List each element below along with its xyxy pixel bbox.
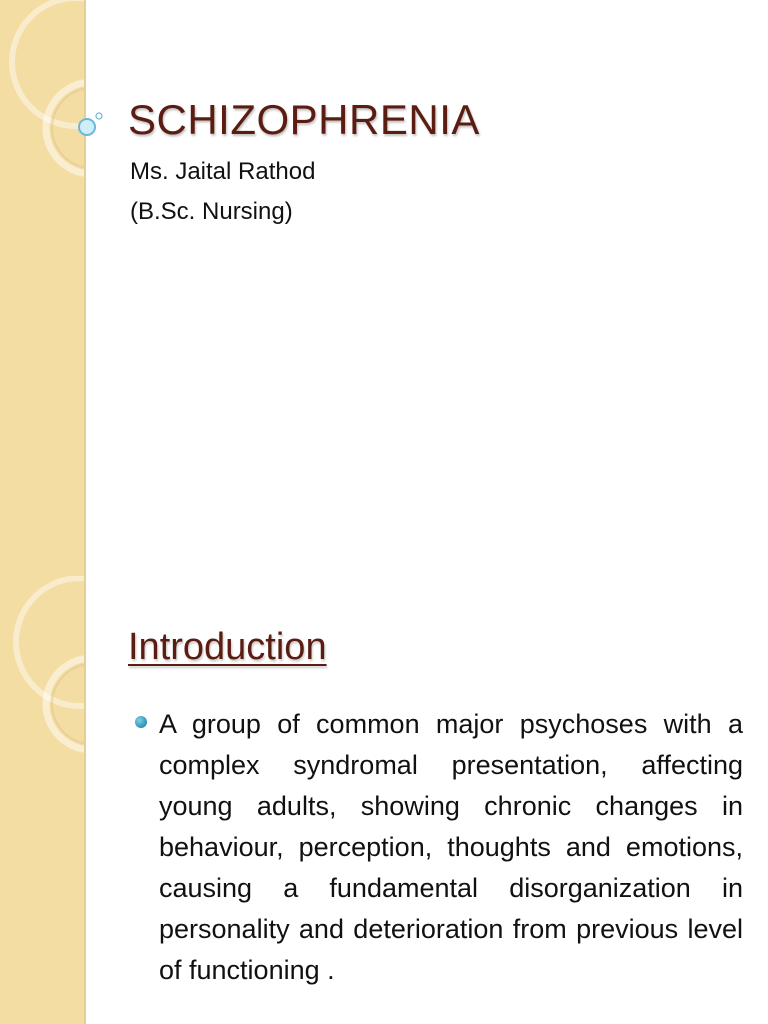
accent-circles-graphic <box>0 0 110 150</box>
slide-title: SCHIZOPHRENIA <box>128 96 480 143</box>
introduction-slide <box>0 576 768 1024</box>
bullet-dot-icon <box>135 716 147 728</box>
decorative-stripe <box>0 576 86 1024</box>
presenter-qualification: (B.Sc. Nursing) <box>130 198 293 225</box>
presenter-name: Ms. Jaital Rathod <box>130 158 316 185</box>
section-heading: Introduction <box>128 626 327 668</box>
bullet-text: A group of common major psychoses with a complex syndromal presentation, affecting young adults, showing chronic changes in behaviour, perception, thoughts and emotions, causing a fundamental disorganization in personality and deterioration from previous level of functioning . <box>159 709 743 985</box>
decorative-rings-graphic <box>0 576 84 1024</box>
